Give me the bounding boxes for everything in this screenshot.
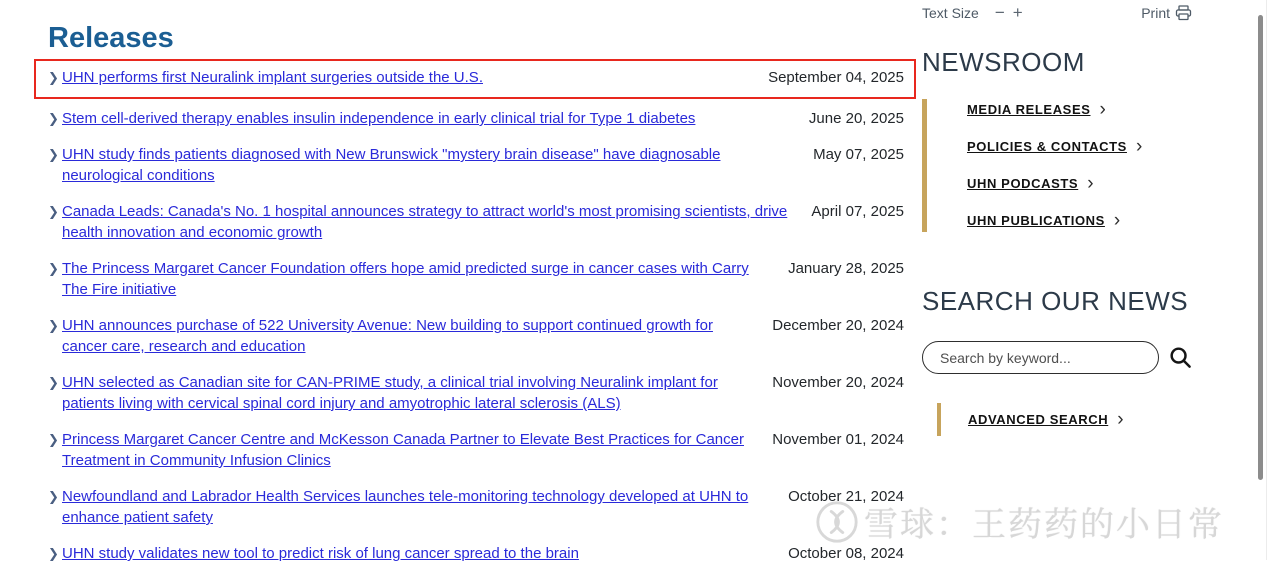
release-date: November 20, 2024 xyxy=(772,374,904,391)
release-link[interactable]: Newfoundland and Labrador Health Services launches tele-monitoring technology developed at UHN to enhance patient safety xyxy=(62,488,749,526)
page-title: Releases xyxy=(48,22,174,54)
chevron-right-icon: › xyxy=(1099,99,1107,120)
release-link[interactable]: UHN selected as Canadian site for CAN-PRIME study, a clinical trial involving Neuralink implant for patients living with cervical spinal cord injury and amyotrophic lateral sclerosis (ALS) xyxy=(62,374,718,412)
release-link[interactable]: UHN announces purchase of 522 University Avenue: New building to support continued growth for cancer care, research and education xyxy=(62,317,713,355)
release-row xyxy=(48,315,904,357)
release-row xyxy=(48,201,904,243)
search-icon xyxy=(1169,346,1192,369)
menu-item-label: UHN PUBLICATIONS xyxy=(967,213,1105,228)
newsroom-sidebar xyxy=(922,0,1192,436)
chevron-right-icon: › xyxy=(1117,409,1125,430)
chevron-right-icon: ❯︎ xyxy=(48,375,59,390)
release-row-highlighted[interactable] xyxy=(34,59,916,99)
chevron-right-icon: ❯︎ xyxy=(48,261,59,276)
release-link[interactable]: UHN study finds patients diagnosed with New Brunswick "mystery brain disease" have diagnosable neurological conditions xyxy=(62,146,721,184)
chevron-right-icon: ❯︎ xyxy=(48,111,59,126)
print-label: Print xyxy=(1141,5,1170,21)
chevron-right-icon: › xyxy=(1113,210,1121,231)
release-link[interactable]: Canada Leads: Canada's No. 1 hospital announces strategy to attract world's most promising scientists, drive health innovation and economic growth xyxy=(62,203,788,241)
printer-icon xyxy=(1175,5,1192,21)
sidebar-item-policies-contacts[interactable] xyxy=(967,136,1192,157)
search-button[interactable] xyxy=(1169,346,1192,369)
release-link[interactable]: UHN performs first Neuralink implant surgeries outside the U.S. xyxy=(62,69,483,86)
chevron-right-icon: ❯︎ xyxy=(48,70,59,85)
chevron-right-icon: ❯︎ xyxy=(48,432,59,447)
release-date: May 07, 2025 xyxy=(813,146,904,163)
search-bar xyxy=(922,341,1192,374)
text-size-label: Text Size xyxy=(922,5,979,21)
advanced-search-link[interactable] xyxy=(968,409,1192,430)
menu-item-label: POLICIES & CONTACTS xyxy=(967,139,1127,154)
release-date: January 28, 2025 xyxy=(788,260,904,277)
menu-item-label: MEDIA RELEASES xyxy=(967,102,1091,117)
print-button[interactable] xyxy=(1141,5,1192,21)
chevron-right-icon: › xyxy=(1135,136,1143,157)
release-date: June 20, 2025 xyxy=(808,110,904,127)
scrollbar-track xyxy=(1266,0,1267,560)
chevron-right-icon: ❯︎ xyxy=(48,546,59,561)
chevron-right-icon: ❯︎ xyxy=(48,318,59,333)
newsroom-menu xyxy=(922,99,1192,232)
chevron-right-icon: ❯︎ xyxy=(48,489,59,504)
sidebar-item-uhn-publications[interactable] xyxy=(967,210,1192,231)
utility-toolbar xyxy=(922,0,1192,23)
chevron-right-icon: › xyxy=(1087,173,1095,194)
sidebar-item-media-releases[interactable] xyxy=(967,99,1192,120)
release-date: September 04, 2025 xyxy=(768,69,904,86)
newsroom-heading: NEWSROOM xyxy=(922,47,1085,77)
menu-item-label: UHN PODCASTS xyxy=(967,176,1079,191)
release-link[interactable]: UHN study validates new tool to predict risk of lung cancer spread to the brain xyxy=(62,545,579,562)
search-input[interactable] xyxy=(922,341,1159,374)
release-date: April 07, 2025 xyxy=(811,203,904,220)
release-row xyxy=(48,258,904,300)
release-row xyxy=(48,543,904,564)
release-row xyxy=(48,429,904,471)
release-row xyxy=(48,108,904,129)
release-date: October 08, 2024 xyxy=(788,545,904,562)
release-link[interactable]: Princess Margaret Cancer Centre and McKesson Canada Partner to Elevate Best Practices for Cancer Treatment in Community Infusion Clinics xyxy=(62,431,744,469)
sidebar-item-uhn-podcasts[interactable] xyxy=(967,173,1192,194)
release-row xyxy=(48,372,904,414)
search-our-news-heading: SEARCH OUR NEWS xyxy=(922,286,1189,316)
text-size-decrease-button[interactable]: − xyxy=(991,3,1009,23)
release-link[interactable]: The Princess Margaret Cancer Foundation offers hope amid predicted surge in cancer cases with Carry The Fire initiative xyxy=(62,260,749,298)
scrollbar-thumb[interactable] xyxy=(1258,15,1263,480)
watermark-text: 雪球：王药药的小日常 xyxy=(864,506,1224,544)
releases-section xyxy=(48,22,904,579)
release-link[interactable]: Stem cell-derived therapy enables insulin independence in early clinical trial for Type 1 diabetes xyxy=(62,110,696,127)
release-row xyxy=(48,486,904,528)
release-date: December 20, 2024 xyxy=(772,317,904,334)
advanced-search-block xyxy=(937,403,1192,436)
chevron-right-icon: ❯︎ xyxy=(48,204,59,219)
release-row xyxy=(48,144,904,186)
advanced-search-label: ADVANCED SEARCH xyxy=(968,412,1109,427)
release-date: October 21, 2024 xyxy=(788,488,904,505)
chevron-right-icon: ❯︎ xyxy=(48,147,59,162)
text-size-increase-button[interactable]: + xyxy=(1009,3,1027,23)
release-date: November 01, 2024 xyxy=(772,431,904,448)
